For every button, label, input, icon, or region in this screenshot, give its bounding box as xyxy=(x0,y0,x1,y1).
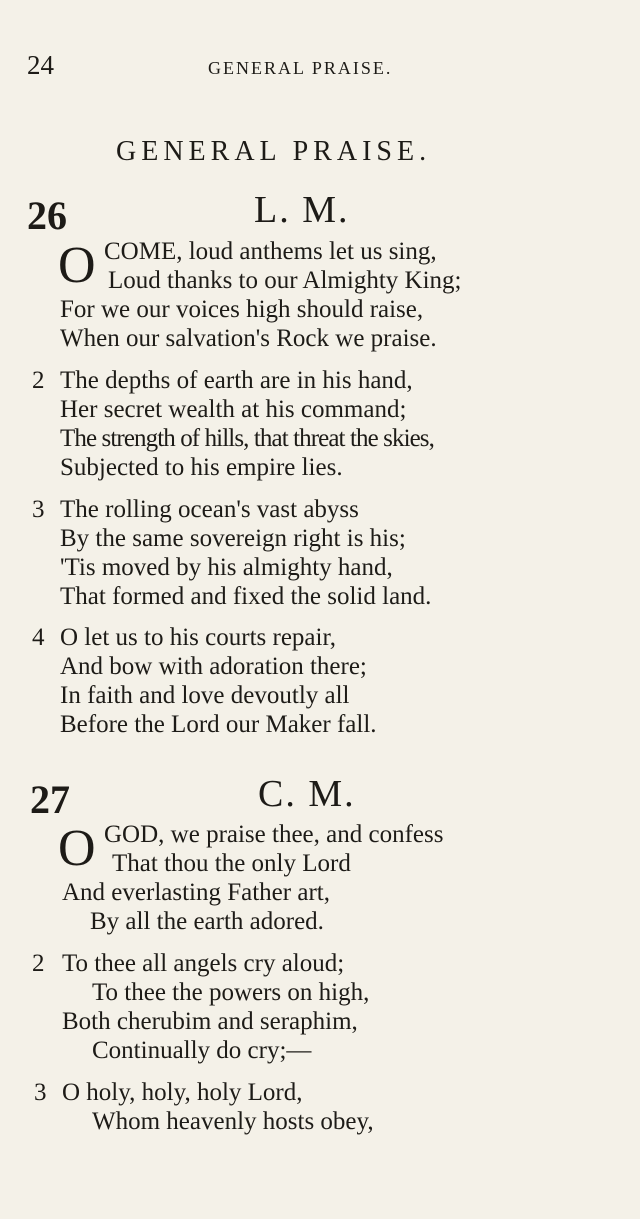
verse-line: COME, loud anthems let us sing, xyxy=(104,238,437,265)
running-head: GENERAL PRAISE. xyxy=(208,58,393,78)
verse-number: 2 xyxy=(32,367,45,394)
verse-line: And bow with adoration there; xyxy=(60,653,367,680)
verse-line: Continually do cry;— xyxy=(92,1037,312,1064)
verse-number: 2 xyxy=(32,950,45,977)
verse-line: O holy, holy, holy Lord, xyxy=(62,1079,303,1106)
verse-number: 4 xyxy=(32,624,45,651)
verse-line: For we our voices high should raise, xyxy=(60,296,424,323)
verse-line: 'Tis moved by his almighty hand, xyxy=(60,554,393,581)
hymn-meter: L. M. xyxy=(254,189,350,231)
verse-line: Loud thanks to our Almighty King; xyxy=(108,267,462,294)
verse-line: To thee the powers on high, xyxy=(92,979,370,1006)
verse-line: The strength of hills, that threat the skies, xyxy=(60,425,434,452)
hymn-meter: C. M. xyxy=(258,773,356,815)
section-title: GENERAL PRAISE. xyxy=(116,136,432,167)
verse-line: By the same sovereign right is his; xyxy=(60,525,406,552)
hymn-number: 27 xyxy=(30,777,70,822)
verse-line: Her secret wealth at his command; xyxy=(60,396,407,423)
verse-line: The rolling ocean's vast abyss xyxy=(60,496,359,523)
verse-line: Whom heavenly hosts obey, xyxy=(92,1108,374,1135)
verse-line: And everlasting Father art, xyxy=(62,879,330,906)
verse-line: The depths of earth are in his hand, xyxy=(60,367,413,394)
verse-line: To thee all angels cry aloud; xyxy=(62,950,345,977)
page-number: 24 xyxy=(27,50,54,80)
verse-line: GOD, we praise thee, and confess xyxy=(104,821,444,848)
verse-line: That formed and fixed the solid land. xyxy=(60,583,432,610)
hymn-number: 26 xyxy=(27,193,67,238)
verse-line: Before the Lord our Maker fall. xyxy=(60,711,377,738)
verse-line: Both cherubim and seraphim, xyxy=(62,1008,358,1035)
verse-line: That thou the only Lord xyxy=(112,850,351,877)
verse-line: When our salvation's Rock we praise. xyxy=(60,325,437,352)
verse-line: O let us to his courts repair, xyxy=(60,624,337,651)
verse-number: 3 xyxy=(34,1079,47,1106)
verse-line: Subjected to his empire lies. xyxy=(60,454,343,481)
verse-line: In faith and love devoutly all xyxy=(60,682,350,709)
verse-number: 3 xyxy=(32,496,45,523)
dropcap: O xyxy=(58,237,96,294)
verse-line: By all the earth adored. xyxy=(90,908,324,935)
dropcap: O xyxy=(58,820,96,877)
